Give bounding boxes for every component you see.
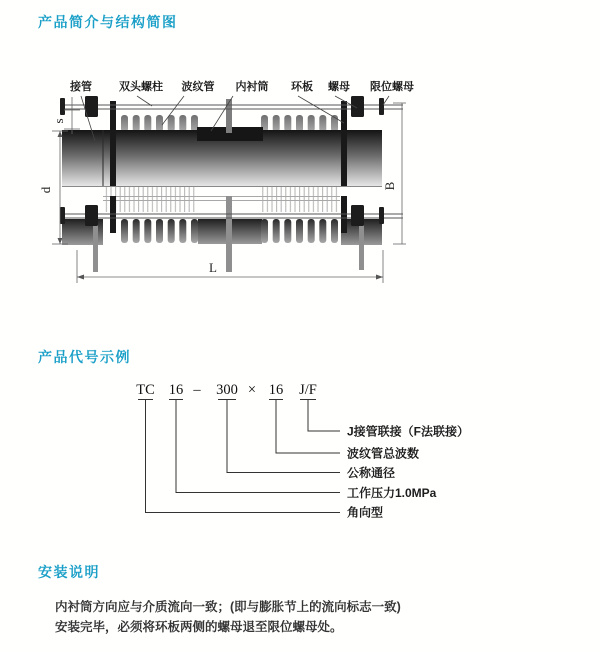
part-label-xianwei: 限位螺母: [370, 81, 414, 93]
dim-label-L: L: [209, 260, 217, 275]
code-token-dash: –: [193, 382, 201, 398]
center-stud-upper: [226, 99, 232, 133]
part-label-shuangtou: 双头螺柱: [119, 81, 163, 93]
code-token-16b: 16: [268, 382, 284, 398]
dim-label-d: d: [38, 186, 53, 194]
part-label-neichentong: 内衬筒: [235, 81, 269, 93]
code-annotation-connection: J接管联接（F法联接）: [347, 424, 470, 439]
install-notes: [55, 597, 401, 637]
part-label-huanban: 环板: [291, 81, 313, 93]
code-annotation-diameter: 公称通径: [347, 466, 396, 480]
code-annotation-pressure: 工作压力1.0MPa: [347, 486, 437, 500]
code-connector-lines: [138, 400, 340, 513]
bellows-section-hatch-left: [104, 187, 197, 212]
center-stud-lower: [226, 196, 232, 272]
code-token-times: ×: [247, 382, 257, 398]
section-title-code: 产品代号示例: [38, 349, 131, 365]
section-title-intro: 产品简介与结构简图: [38, 14, 178, 30]
dimension-s: [64, 97, 80, 134]
part-label-jieguan: 接管: [70, 81, 92, 93]
part-label-luomu: 螺母: [328, 81, 350, 93]
section-title-install: 安装说明: [38, 564, 100, 580]
install-note-line-2: 安装完毕，必须将环板两侧的螺母退至限位螺母处。: [55, 620, 343, 634]
code-token-jf: J/F: [299, 382, 317, 398]
bellows-section-hatch-right: [261, 187, 340, 212]
dim-label-s: s: [51, 118, 66, 124]
structure-diagram: [30, 68, 480, 310]
dimension-B: [393, 103, 406, 244]
ring-plate-left: [110, 101, 116, 186]
stud-left-lower: [93, 218, 98, 272]
part-label-bowenguan: 波纹管: [181, 81, 215, 93]
code-annotation-type: 角向型: [347, 505, 384, 520]
install-note-line-1: 内衬筒方向应与介质流向一致；(即与膨胀节上的流向标志一致): [55, 600, 401, 614]
ring-plate-right: [341, 101, 347, 186]
code-token-tc: TC: [136, 382, 155, 398]
code-token-300: 300: [216, 382, 238, 398]
code-annotation-waves: 波纹管总波数: [347, 446, 420, 461]
product-code-diagram: [115, 374, 485, 528]
dim-label-B: B: [382, 181, 397, 191]
code-token-16a: 16: [168, 382, 184, 398]
